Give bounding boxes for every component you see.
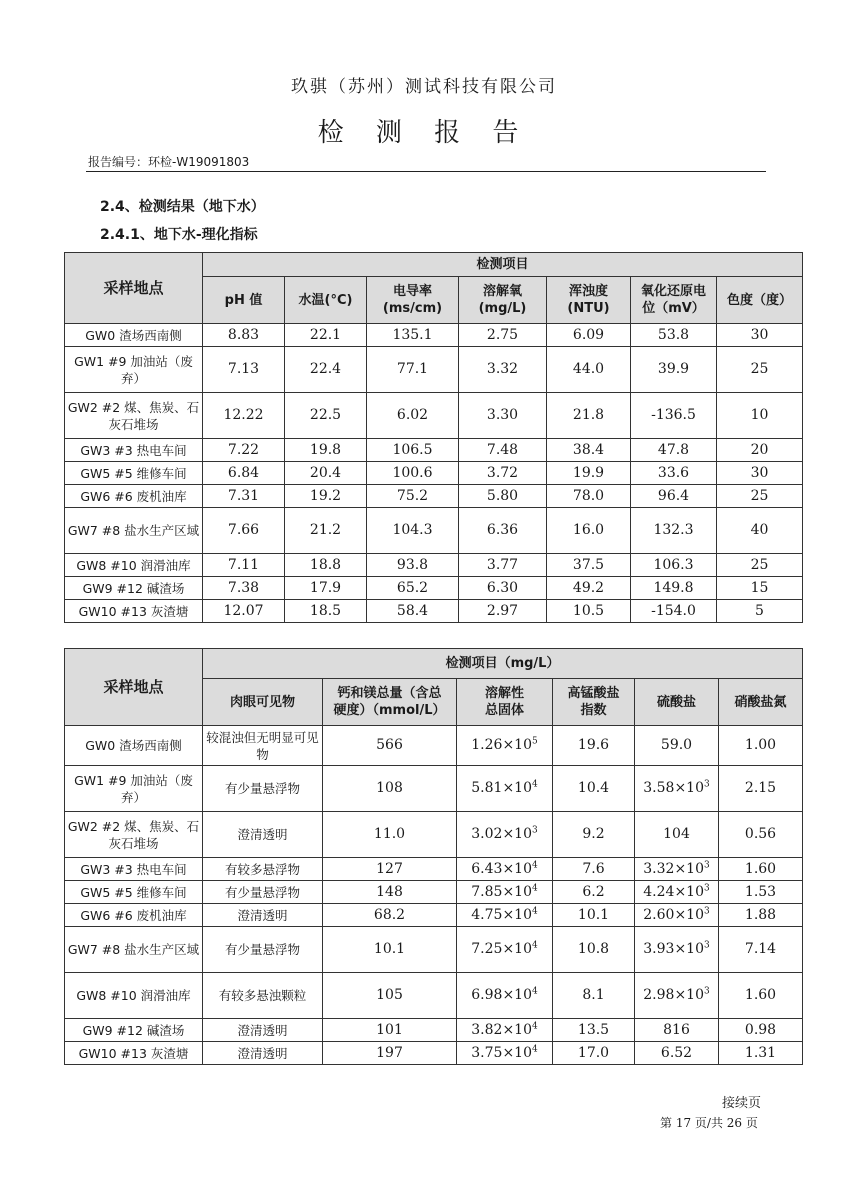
table-row — [65, 393, 803, 439]
table-row — [65, 881, 803, 904]
column-header: 硝酸盐氮 — [719, 679, 803, 726]
value-cell: 104.3 — [367, 508, 459, 554]
value-cell: 30 — [717, 324, 803, 347]
table-row — [65, 462, 803, 485]
value-cell: 106.3 — [631, 554, 717, 577]
report-title: 检 测 报 告 — [317, 118, 531, 148]
subsection-heading: 2.4.1、地下水-理化指标 — [100, 227, 258, 243]
location-header: 采样地点 — [65, 649, 203, 726]
value-cell: $6.98\times 10^4$ — [457, 973, 553, 1019]
value-cell: 68.2 — [323, 904, 457, 927]
value-cell: 37.5 — [547, 554, 631, 577]
value-cell: 100.6 — [367, 462, 459, 485]
value-cell: 8.83 — [203, 324, 285, 347]
company-name: 玖骐（苏州）测试科技有限公司 — [291, 77, 557, 97]
column-header: 电导率 (ms/cm) — [367, 277, 459, 324]
value-cell: 40 — [717, 508, 803, 554]
value-cell: $3.58\times 10^3$ — [635, 766, 719, 812]
value-cell: 1.53 — [719, 881, 803, 904]
value-cell: 7.13 — [203, 347, 285, 393]
value-cell: 10.1 — [323, 927, 457, 973]
value-cell: 18.8 — [285, 554, 367, 577]
value-cell: 18.5 — [285, 600, 367, 623]
location-cell: GW3 #3 热电车间 — [65, 439, 203, 462]
value-cell: 148 — [323, 881, 457, 904]
value-cell: 16.0 — [547, 508, 631, 554]
header-divider — [86, 171, 766, 172]
value-cell: 149.8 — [631, 577, 717, 600]
value-cell: 较混浊但无明显可见物 — [203, 726, 323, 766]
value-cell: 6.02 — [367, 393, 459, 439]
value-cell: 19.8 — [285, 439, 367, 462]
value-cell: 65.2 — [367, 577, 459, 600]
column-header: 肉眼可见物 — [203, 679, 323, 726]
value-cell: 6.52 — [635, 1042, 719, 1065]
value-cell: 15 — [717, 577, 803, 600]
value-cell: 1.60 — [719, 858, 803, 881]
value-cell: -154.0 — [631, 600, 717, 623]
value-cell: $3.02\times 10^3$ — [457, 812, 553, 858]
location-cell: GW9 #12 碱渣场 — [65, 577, 203, 600]
value-cell: 3.30 — [459, 393, 547, 439]
location-cell: GW7 #8 盐水生产区域 — [65, 508, 203, 554]
value-cell: $3.32\times 10^3$ — [635, 858, 719, 881]
table-row — [65, 726, 803, 766]
table-row — [65, 577, 803, 600]
table-row — [65, 508, 803, 554]
value-cell: $7.85\times 10^4$ — [457, 881, 553, 904]
location-cell: GW5 #5 维修车间 — [65, 881, 203, 904]
column-header: pH 值 — [203, 277, 285, 324]
location-cell: GW10 #13 灰渣塘 — [65, 600, 203, 623]
value-cell: 有较多悬浊颗粒 — [203, 973, 323, 1019]
value-cell: 10 — [717, 393, 803, 439]
value-cell: 104 — [635, 812, 719, 858]
location-cell: GW2 #2 煤、焦炭、石灰石堆场 — [65, 393, 203, 439]
value-cell: 6.09 — [547, 324, 631, 347]
value-cell: 有少量悬浮物 — [203, 881, 323, 904]
value-cell: 38.4 — [547, 439, 631, 462]
table-row — [65, 1019, 803, 1042]
table-row — [65, 600, 803, 623]
value-cell: 25 — [717, 554, 803, 577]
value-cell: $5.81\times 10^4$ — [457, 766, 553, 812]
value-cell: 10.4 — [553, 766, 635, 812]
column-header: 溶解性 总固体 — [457, 679, 553, 726]
value-cell: 105 — [323, 973, 457, 1019]
table-row — [65, 324, 803, 347]
value-cell: 49.2 — [547, 577, 631, 600]
value-cell: 101 — [323, 1019, 457, 1042]
value-cell: $2.98\times 10^3$ — [635, 973, 719, 1019]
value-cell: 有少量悬浮物 — [203, 927, 323, 973]
value-cell: 有少量悬浮物 — [203, 766, 323, 812]
value-cell: 5.80 — [459, 485, 547, 508]
value-cell: 7.38 — [203, 577, 285, 600]
value-cell: 135.1 — [367, 324, 459, 347]
value-cell: 75.2 — [367, 485, 459, 508]
table-row — [65, 485, 803, 508]
value-cell: 1.31 — [719, 1042, 803, 1065]
location-cell: GW2 #2 煤、焦炭、石灰石堆场 — [65, 812, 203, 858]
value-cell: 22.4 — [285, 347, 367, 393]
location-cell: GW6 #6 废机油库 — [65, 485, 203, 508]
value-cell: 3.32 — [459, 347, 547, 393]
value-cell: 22.5 — [285, 393, 367, 439]
location-cell: GW0 渣场西南侧 — [65, 324, 203, 347]
value-cell: 8.1 — [553, 973, 635, 1019]
value-cell: 12.07 — [203, 600, 285, 623]
value-cell: 10.1 — [553, 904, 635, 927]
value-cell: 566 — [323, 726, 457, 766]
value-cell: 7.14 — [719, 927, 803, 973]
table-row — [65, 554, 803, 577]
table-row — [65, 927, 803, 973]
value-cell: 816 — [635, 1019, 719, 1042]
location-cell: GW8 #10 润滑油库 — [65, 554, 203, 577]
physicochemical-table — [64, 252, 803, 623]
continued-label: 接续页 — [722, 1096, 762, 1111]
value-cell: 22.1 — [285, 324, 367, 347]
table-row — [65, 858, 803, 881]
value-cell: 25 — [717, 347, 803, 393]
report-number: 报告编号：环检-W19091803 — [88, 155, 250, 169]
value-cell: $6.43\times 10^4$ — [457, 858, 553, 881]
value-cell: 77.1 — [367, 347, 459, 393]
value-cell: 132.3 — [631, 508, 717, 554]
value-cell: 30 — [717, 462, 803, 485]
table-row — [65, 766, 803, 812]
value-cell: 33.6 — [631, 462, 717, 485]
value-cell: 59.0 — [635, 726, 719, 766]
value-cell: 11.0 — [323, 812, 457, 858]
column-header: 硫酸盐 — [635, 679, 719, 726]
value-cell: 7.11 — [203, 554, 285, 577]
value-cell: $3.93\times 10^3$ — [635, 927, 719, 973]
column-header: 溶解氧 (mg/L) — [459, 277, 547, 324]
column-header: 水温(°C) — [285, 277, 367, 324]
value-cell: 澄清透明 — [203, 1042, 323, 1065]
location-cell: GW6 #6 废机油库 — [65, 904, 203, 927]
value-cell: 5 — [717, 600, 803, 623]
location-cell: GW7 #8 盐水生产区域 — [65, 927, 203, 973]
value-cell: $1.26\times 10^5$ — [457, 726, 553, 766]
value-cell: 7.66 — [203, 508, 285, 554]
value-cell: 2.97 — [459, 600, 547, 623]
location-header: 采样地点 — [65, 253, 203, 324]
column-header: 钙和镁总量（含总 硬度）（mmol/L） — [323, 679, 457, 726]
value-cell: 47.8 — [631, 439, 717, 462]
value-cell: $4.75\times 10^4$ — [457, 904, 553, 927]
value-cell: 2.15 — [719, 766, 803, 812]
value-cell: 0.98 — [719, 1019, 803, 1042]
value-cell: 1.60 — [719, 973, 803, 1019]
value-cell: 6.84 — [203, 462, 285, 485]
value-cell: 7.48 — [459, 439, 547, 462]
table-row — [65, 347, 803, 393]
indicator-table — [64, 648, 803, 1065]
value-cell: $4.24\times 10^3$ — [635, 881, 719, 904]
value-cell: 25 — [717, 485, 803, 508]
value-cell: 10.8 — [553, 927, 635, 973]
value-cell: 108 — [323, 766, 457, 812]
value-cell: 9.2 — [553, 812, 635, 858]
value-cell: 19.6 — [553, 726, 635, 766]
value-cell: 17.0 — [553, 1042, 635, 1065]
table-row — [65, 812, 803, 858]
value-cell: $7.25\times 10^4$ — [457, 927, 553, 973]
value-cell: 106.5 — [367, 439, 459, 462]
group-header: 检测项目（mg/L） — [203, 649, 803, 679]
value-cell: 7.6 — [553, 858, 635, 881]
table-row — [65, 973, 803, 1019]
column-header: 高锰酸盐 指数 — [553, 679, 635, 726]
value-cell: 2.75 — [459, 324, 547, 347]
value-cell: 澄清透明 — [203, 812, 323, 858]
value-cell: 13.5 — [553, 1019, 635, 1042]
value-cell: 有较多悬浮物 — [203, 858, 323, 881]
column-header: 浑浊度 (NTU) — [547, 277, 631, 324]
location-cell: GW9 #12 碱渣场 — [65, 1019, 203, 1042]
value-cell: $3.82\times 10^4$ — [457, 1019, 553, 1042]
value-cell: 197 — [323, 1042, 457, 1065]
value-cell: 澄清透明 — [203, 1019, 323, 1042]
value-cell: 7.31 — [203, 485, 285, 508]
value-cell: 6.2 — [553, 881, 635, 904]
value-cell: 1.00 — [719, 726, 803, 766]
value-cell: -136.5 — [631, 393, 717, 439]
value-cell: 78.0 — [547, 485, 631, 508]
value-cell: 3.77 — [459, 554, 547, 577]
value-cell: 12.22 — [203, 393, 285, 439]
value-cell: 0.56 — [719, 812, 803, 858]
value-cell: 19.2 — [285, 485, 367, 508]
table-row — [65, 1042, 803, 1065]
value-cell: 20 — [717, 439, 803, 462]
value-cell: $3.75\times 10^4$ — [457, 1042, 553, 1065]
location-cell: GW1 #9 加油站（废弃） — [65, 766, 203, 812]
value-cell: 3.72 — [459, 462, 547, 485]
value-cell: 93.8 — [367, 554, 459, 577]
location-cell: GW10 #13 灰渣塘 — [65, 1042, 203, 1065]
location-cell: GW0 渣场西南侧 — [65, 726, 203, 766]
value-cell: 21.2 — [285, 508, 367, 554]
value-cell: 44.0 — [547, 347, 631, 393]
column-header: 色度（度） — [717, 277, 803, 324]
section-heading: 2.4、检测结果（地下水） — [100, 199, 265, 215]
page-number: 第 17 页/共 26 页 — [660, 1116, 758, 1130]
value-cell: 96.4 — [631, 485, 717, 508]
location-cell: GW8 #10 润滑油库 — [65, 973, 203, 1019]
value-cell: 39.9 — [631, 347, 717, 393]
value-cell: 澄清透明 — [203, 904, 323, 927]
value-cell: 6.36 — [459, 508, 547, 554]
value-cell: 19.9 — [547, 462, 631, 485]
value-cell: 1.88 — [719, 904, 803, 927]
location-cell: GW3 #3 热电车间 — [65, 858, 203, 881]
value-cell: 53.8 — [631, 324, 717, 347]
column-header: 氧化还原电 位（mV） — [631, 277, 717, 324]
value-cell: 6.30 — [459, 577, 547, 600]
table-row — [65, 439, 803, 462]
group-header: 检测项目 — [203, 253, 803, 277]
value-cell: $2.60\times 10^3$ — [635, 904, 719, 927]
value-cell: 17.9 — [285, 577, 367, 600]
value-cell: 21.8 — [547, 393, 631, 439]
value-cell: 10.5 — [547, 600, 631, 623]
value-cell: 7.22 — [203, 439, 285, 462]
location-cell: GW5 #5 维修车间 — [65, 462, 203, 485]
value-cell: 58.4 — [367, 600, 459, 623]
table-row — [65, 904, 803, 927]
location-cell: GW1 #9 加油站（废弃） — [65, 347, 203, 393]
value-cell: 127 — [323, 858, 457, 881]
value-cell: 20.4 — [285, 462, 367, 485]
